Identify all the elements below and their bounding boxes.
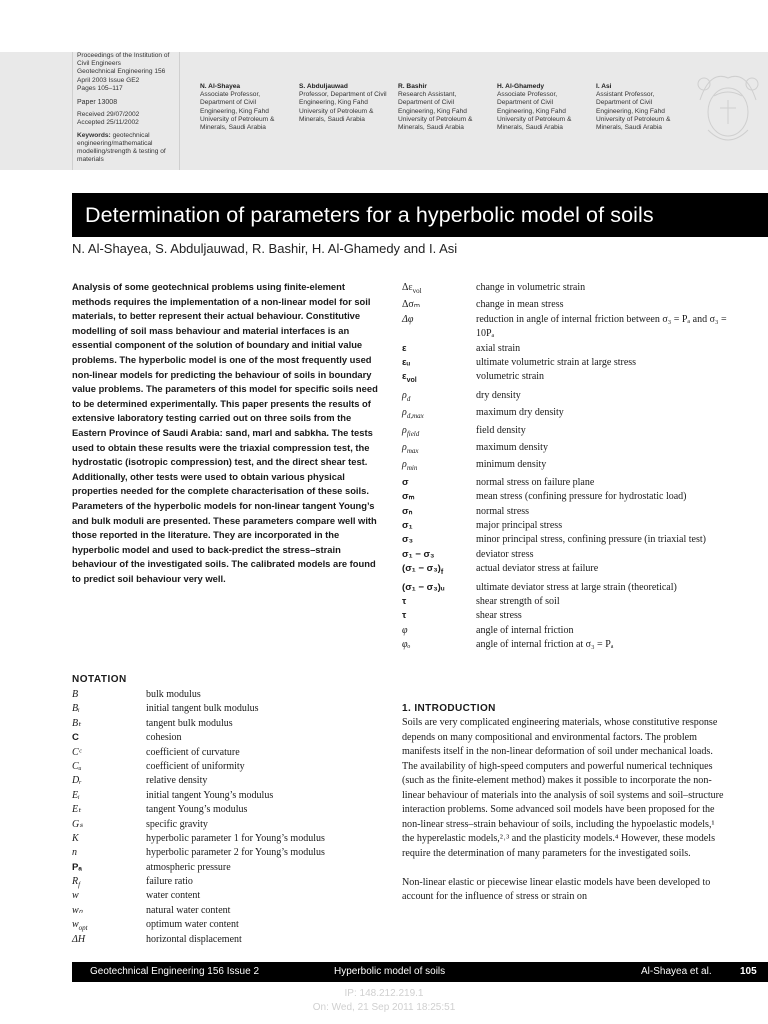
introduction-body — [402, 716, 724, 919]
notation-symbol: B — [72, 689, 79, 700]
notation-symbol: $R_f$ — [72, 876, 81, 890]
notation-definition: hyperbolic parameter 2 for Young’s modulus — [146, 847, 325, 859]
notation-symbol: Pₐ — [72, 861, 83, 873]
notation-definition: optimum water content — [146, 919, 239, 931]
notation-row — [402, 298, 732, 312]
notation-symbol: Eᵢ — [72, 789, 80, 801]
pub-line: Civil Engineers — [77, 60, 121, 68]
notation-row — [72, 846, 392, 860]
notation-definition: bulk modulus — [146, 689, 201, 700]
notation-symbol: $\rho_d$ — [402, 389, 411, 403]
notation-symbol: σ₃ — [402, 534, 413, 546]
notation-symbol: $\rho_{max}$ — [402, 441, 419, 455]
notation-definition: tangent Young’s modulus — [146, 804, 248, 816]
notation-row — [402, 281, 732, 298]
notation-definition: failure ratio — [146, 876, 193, 888]
notation-symbol: σₙ — [402, 505, 413, 517]
notation-symbol: Cᵤ — [72, 760, 82, 772]
notation-row — [72, 789, 392, 803]
notation-row — [402, 441, 732, 458]
keywords-text: geotechnical engineering/mathematical modelling/strength & testing of materials — [77, 131, 166, 164]
notation-symbol: τ — [402, 610, 407, 622]
notation-definition: normal stress on failure plane — [476, 476, 595, 488]
notation-definition: cohesion — [146, 732, 182, 744]
notation-definition: atmospheric pressure — [146, 861, 231, 873]
page-number: 105 — [740, 966, 757, 977]
notation-row — [402, 609, 732, 623]
notation-row — [72, 688, 392, 702]
notation-symbol: $\rho_{min}$ — [402, 459, 418, 473]
author-block — [398, 83, 490, 132]
notation-row — [402, 638, 732, 652]
footer-running-title: Hyperbolic model of soils — [334, 966, 446, 977]
notation-definition: change in volumetric strain — [476, 282, 586, 293]
notation-definition: initial tangent Young’s modulus — [146, 789, 274, 801]
notation-definition: specific gravity — [146, 818, 208, 830]
author-name: N. Al-Shayea — [200, 83, 241, 90]
notation-symbol: Bᵢ — [72, 703, 80, 715]
notation-symbol: $w_{opt}$ — [72, 919, 88, 933]
paragraph: Soils are very complicated engineering materials, whose constitutive response depends on many compositional and environmental factors. The problem manifests itself in the non-linear deformation of soil under mechanical loads. The availability of high-speed computers and powerful numerical techniques (such as the finite-element method) makes it possible to incorporate the non-linear behaviour of materials into the analysis of soil systems and soil–structure interaction problems. Some advanced soil models have been proposed for the non-linear stress–strain behaviour of soils, including the hypoelastic models,¹ the hyperelastic models,²˒³ and the plasticity models.⁴ However, these models require the determination of many parameters for the investigated soils. — [402, 717, 724, 859]
notation-symbol: τ — [402, 595, 407, 607]
notation-symbol: ε — [402, 342, 407, 354]
notation-row — [72, 918, 392, 932]
notation-row — [72, 875, 392, 889]
received-date: Received 29/07/2002 — [77, 111, 140, 119]
notation-symbol: ΔH — [72, 933, 86, 945]
page-footer — [72, 962, 768, 982]
pub-line: Pages 105–117 — [77, 84, 123, 92]
keywords — [77, 132, 179, 165]
author-block — [596, 83, 688, 132]
notation-definition: major principal stress — [476, 520, 563, 531]
notation-symbol: wₙ — [72, 904, 83, 916]
notation-symbol: Bₜ — [72, 717, 82, 729]
abstract: Analysis of some geotechnical problems using finite-element methods requires the implementation of a non-linear model for soil materials, to better represent their actual behaviour. Constitutive modelling of soil mass behaviour and material interfaces is an essential component of the solution of boundary and initial value problems. The hyperbolic model is one of the most frequently used non-linear models for predicting the behaviour of soils in boundary value problems. The parameters of this model for specific soils need to be determined experimentally. This paper presents the results of extensive laboratory testing carried out on three soils from the Eastern Province of Saudi Arabia: sand, marl and sabkha. The tests used to obtain these results were the triaxial compression test, the hydrostatic (isotropic compression) test, and the direct shear test. Additionally, other tests were used to obtain various physical properties needed for the complete characterisation of these soils. Parameters of the hyperbolic models for non-linear tangent Young’s and bulk moduli are presented. These parameters compare well with those reported in the literature. They are incorporated in the hyperbolic model and used to back-predict the stress–strain behaviour of the investigated soils. The calibrated models are found to predict soil behaviour very well. — [72, 281, 378, 584]
author-block — [497, 83, 589, 132]
notation-definition: tangent bulk modulus — [146, 717, 233, 729]
notation-definition: hyperbolic parameter 1 for Young’s modulus — [146, 832, 325, 844]
author-affiliation: Professor, Department of Civil Engineering, King Fahd University of Petroleum & Minerals, Saudi Arabia — [299, 91, 387, 123]
notation-symbol: K — [72, 832, 79, 844]
notation-definition: ultimate deviator stress at large strain (theoretical) — [476, 581, 677, 593]
author-block — [200, 83, 292, 132]
notation-row — [402, 505, 732, 519]
notation-definition: coefficient of uniformity — [146, 760, 245, 772]
notation-definition: natural water content — [146, 904, 231, 916]
notation-row — [402, 548, 732, 562]
notation-symbol: $\Delta\varepsilon_{vol}$ — [402, 282, 422, 295]
notation-symbol: Δσₘ — [402, 299, 421, 311]
notation-row — [72, 731, 392, 745]
notation-row — [402, 406, 732, 423]
notation-symbol: w — [72, 890, 79, 902]
author-affiliation: Associate Professor, Department of Civil Engineering, King Fahd University of Petroleum & Minerals, Saudi Arabia — [497, 91, 572, 132]
author-name: S. Abduljauwad — [299, 83, 348, 90]
notation-row — [402, 389, 732, 406]
pub-line: April 2003 Issue GE2 — [77, 76, 140, 84]
notation-row — [72, 889, 392, 903]
paragraph: Non-linear elastic or piecewise linear elastic models have been developed to account for the influence of stress or strain on — [402, 876, 711, 902]
notation-definition: initial tangent bulk modulus — [146, 703, 259, 715]
notation-definition: minor principal stress, confining pressure (in triaxial test) — [476, 534, 706, 546]
notation-row — [402, 424, 732, 441]
notation-row — [402, 458, 732, 475]
notation-row — [72, 717, 392, 731]
watermark-ip: IP: 148.212.219.1 — [344, 988, 424, 999]
keywords-label: Keywords: — [77, 131, 111, 139]
notation-row — [72, 702, 392, 716]
notation-symbol: φₒ — [402, 639, 411, 651]
footer-journal: Geotechnical Engineering 156 Issue 2 — [90, 966, 260, 977]
notation-definition: relative density — [146, 775, 208, 787]
notation-definition: actual deviator stress at failure — [476, 563, 599, 575]
notation-row — [402, 533, 732, 547]
notation-definition: coefficient of curvature — [146, 746, 240, 758]
notation-definition: ultimate volumetric strain at large stress — [476, 357, 637, 369]
notation-definition: mean stress (confining pressure for hydrostatic load) — [476, 491, 687, 503]
pub-line: Geotechnical Engineering 156 — [77, 68, 166, 76]
notation-symbol: $\rho_{field}$ — [402, 424, 420, 438]
notation-row — [402, 342, 732, 356]
notation-row — [72, 861, 392, 875]
author-name: R. Bashir — [398, 83, 427, 90]
notation-row — [402, 476, 732, 490]
title-banner — [72, 193, 768, 237]
notation-definition: change in mean stress — [476, 299, 564, 311]
notation-definition: dry density — [476, 389, 521, 401]
notation-row — [402, 519, 732, 533]
notation-row — [72, 904, 392, 918]
notation-definition: water content — [146, 890, 201, 902]
watermark-date: On: Wed, 21 Sep 2011 18:25:51 — [312, 1002, 456, 1013]
notation-definition: horizontal displacement — [146, 933, 242, 945]
paper-title: Determination of parameters for a hyperbolic model of soils — [85, 203, 654, 227]
notation-row — [72, 803, 392, 817]
pub-line: Proceedings of the Institution of — [77, 52, 170, 59]
notation-definition: volumetric strain — [476, 371, 545, 383]
notation-symbol: σ₁ — [402, 520, 413, 531]
notation-definition: field density — [476, 424, 526, 436]
notation-symbol: C — [72, 732, 79, 744]
notation-symbol: Gₛ — [72, 818, 83, 830]
notation-symbol: εᵤ — [402, 357, 411, 369]
notation-symbol: $\rho_{d,max}$ — [402, 407, 424, 421]
notation-row — [402, 356, 732, 370]
notation-definition: maximum density — [476, 441, 548, 453]
notation-heading: NOTATION — [72, 674, 127, 685]
notation-list-left — [72, 688, 392, 947]
notation-symbol: Δφ — [402, 313, 414, 325]
notation-symbol: (σ₁ − σ₃)ᵤ — [402, 581, 445, 593]
notation-row — [402, 370, 732, 388]
author-name: H. Al-Ghamedy — [497, 83, 545, 90]
notation-row — [72, 832, 392, 846]
notation-symbol: Cᶜ — [72, 746, 82, 758]
footer-authors: Al-Shayea et al. — [641, 966, 712, 977]
notation-definition: shear stress — [476, 610, 522, 622]
notation-row — [402, 581, 732, 595]
notation-row — [402, 562, 732, 580]
notation-row — [402, 313, 732, 342]
author-affiliation: Associate Professor, Department of Civil Engineering, King Fahd University of Petroleum & Minerals, Saudi Arabia — [200, 91, 275, 132]
publication-info — [72, 52, 180, 170]
notation-definition: shear strength of soil — [476, 595, 560, 607]
dates — [77, 111, 179, 127]
notation-row — [72, 933, 392, 947]
notation-definition: angle of internal friction at σ₃ = Pₐ — [476, 639, 614, 651]
author-block — [299, 83, 391, 124]
notation-definition: deviator stress — [476, 548, 534, 560]
notation-definition: normal stress — [476, 505, 530, 517]
byline: N. Al-Shayea, S. Abduljauwad, R. Bashir, H. Al-Ghamedy and I. Asi — [72, 241, 458, 256]
notation-row — [72, 774, 392, 788]
author-name: I. Asi — [596, 83, 612, 90]
notation-definition: angle of internal friction — [476, 624, 574, 636]
notation-definition: reduction in angle of internal friction between σ₃ = Pₐ and σ₃ = 10Pₐ — [476, 313, 727, 340]
notation-symbol: n — [72, 847, 77, 859]
notation-row — [402, 595, 732, 609]
notation-row — [72, 760, 392, 774]
author-affiliation: Research Assistant, Department of Civil Engineering, King Fahd University of Petroleum & Minerals, Saudi Arabia — [398, 91, 473, 132]
author-affiliation: Assistant Professor, Department of Civil Engineering, King Fahd University of Petroleum & Minerals, Saudi Arabia — [596, 91, 671, 132]
notation-symbol: σ₁ − σ₃ — [402, 548, 435, 560]
notation-list-right — [402, 281, 732, 653]
notation-definition: maximum dry density — [476, 407, 564, 419]
ice-crest-watermark-icon — [690, 60, 766, 150]
notation-row — [72, 746, 392, 760]
notation-symbol: $\varepsilon_{vol}$ — [402, 371, 417, 385]
notation-symbol: Eₜ — [72, 804, 82, 816]
notation-definition: minimum density — [476, 459, 547, 471]
notation-symbol: $(\sigma_1 - \sigma_3)_f$ — [402, 563, 444, 577]
notation-symbol: σₘ — [402, 491, 415, 503]
notation-definition: axial strain — [476, 342, 521, 354]
notation-row — [402, 624, 732, 638]
paper-number: Paper 13008 — [77, 99, 118, 107]
notation-symbol: σ — [402, 476, 409, 488]
notation-symbol: Dᵣ — [72, 775, 82, 787]
notation-row — [72, 818, 392, 832]
section-heading-introduction: 1. INTRODUCTION — [402, 703, 496, 714]
publication-lines — [77, 52, 179, 93]
accepted-date: Accepted 25/11/2002 — [77, 119, 139, 127]
notation-symbol: φ — [402, 624, 408, 636]
notation-row — [402, 490, 732, 504]
